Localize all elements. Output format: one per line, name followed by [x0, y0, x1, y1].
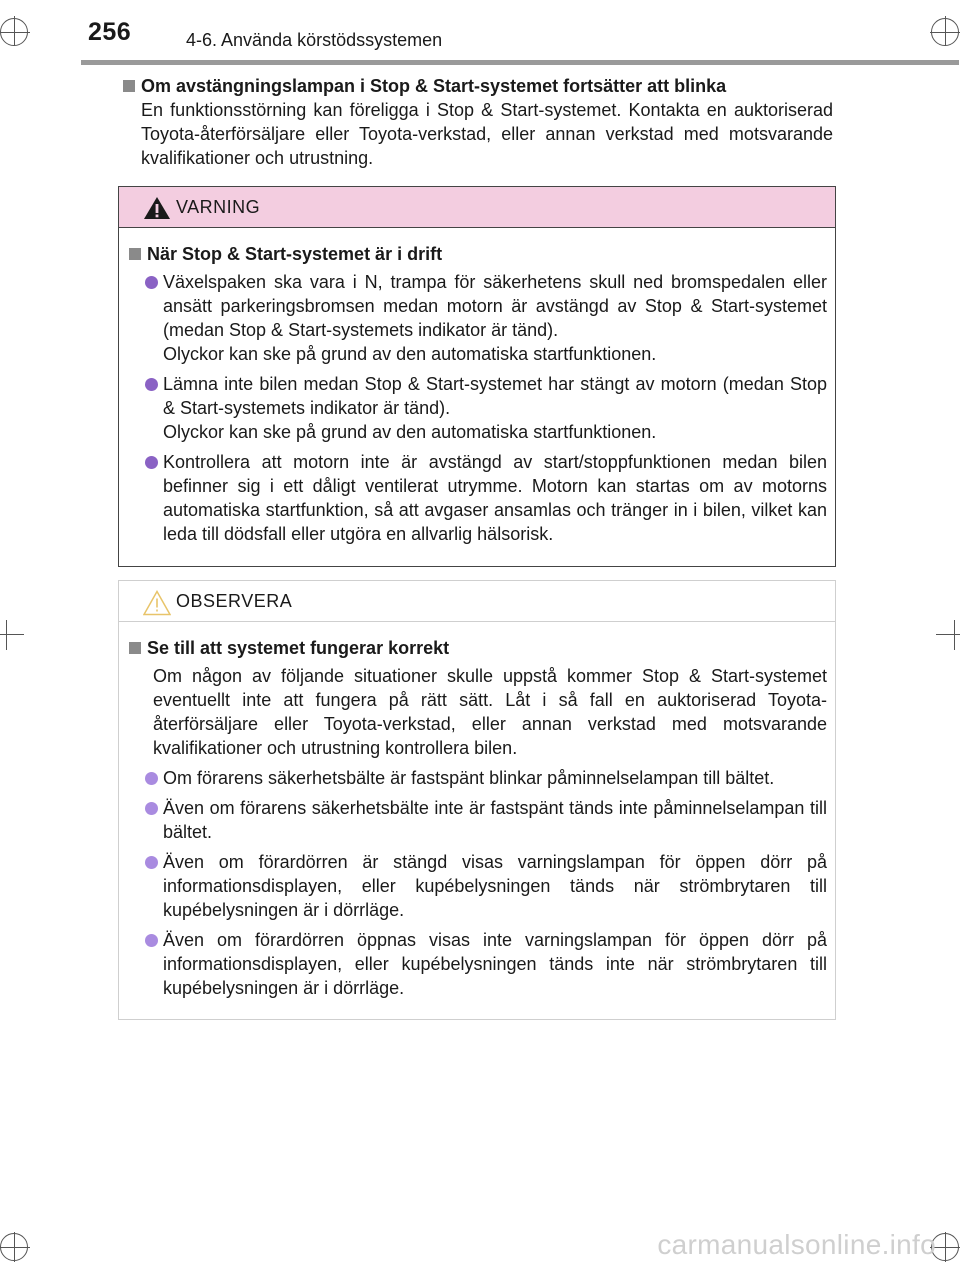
notice-header: [119, 581, 835, 622]
notice-item: [129, 928, 827, 1000]
intro-title-row: [123, 74, 833, 98]
notice-item-text: Även om förardörren öppnas visas inte varningslampan för öppen dörr på informationsdisplayen, eller kupébelysningen tänds inte när strömbrytaren till kupébelysningen är i dörrläge.: [163, 930, 827, 998]
warning-item-note: Olyckor kan ske på grund av den automatiska startfunktionen.: [163, 422, 657, 442]
warning-item-text: Lämna inte bilen medan Stop & Start-systemet har stängt av motorn (medan Stop & Start-systemets indikator är tänd).: [163, 374, 827, 418]
warning-triangle-icon: [143, 196, 171, 220]
notice-item-text: Även om förardörren är stängd visas varningslampan för öppen dörr på informationsdisplayen, eller kupébelysningen tänds när strömbrytaren till kupébelysningen är i dörrläge.: [163, 852, 827, 920]
notice-section-title-row: [129, 636, 827, 660]
notice-item-text: Även om förarens säkerhetsbälte inte är fastspänt tänds inte påminnelselampan till bältet.: [163, 798, 827, 842]
notice-body: [119, 622, 835, 1000]
intro-section: [123, 74, 833, 170]
warning-item-text: Växelspaken ska vara i N, trampa för säkerhetens skull ned bromspedalen eller ansätt parkeringsbromsen medan motorn är avstängd av Stop & Start-systemet (medan Stop & Start-systemets indikator är tänd).: [163, 272, 827, 340]
bullet-dot-icon: [145, 934, 158, 947]
warning-section-title-row: [129, 242, 827, 266]
warning-item: [129, 450, 827, 546]
bullet-dot-icon: [145, 856, 158, 869]
warning-item: [129, 372, 827, 444]
notice-item-text: Om förarens säkerhetsbälte är fastspänt blinkar påminnelselampan till bältet.: [163, 768, 775, 788]
square-bullet-icon: [123, 80, 135, 92]
notice-item: [129, 796, 827, 844]
bullet-dot-icon: [145, 378, 158, 391]
bullet-dot-icon: [145, 772, 158, 785]
warning-label: VARNING: [176, 197, 261, 217]
notice-item: [129, 766, 827, 790]
caution-triangle-icon: [143, 590, 171, 616]
notice-box: [118, 580, 836, 1020]
square-bullet-icon: [129, 642, 141, 654]
warning-section-title: När Stop & Start-systemet är i drift: [147, 244, 443, 264]
bullet-dot-icon: [145, 802, 158, 815]
bullet-dot-icon: [145, 276, 158, 289]
watermark: carmanualsonline.info: [657, 1229, 936, 1260]
bullet-dot-icon: [145, 456, 158, 469]
warning-box: [118, 186, 836, 567]
notice-label: OBSERVERA: [176, 591, 293, 611]
square-bullet-icon: [129, 248, 141, 260]
chapter-title: 4-6. Använda körstödssystemen: [186, 30, 443, 50]
page-number: 256: [88, 18, 132, 46]
warning-header: [119, 187, 835, 228]
warning-item-note: Olyckor kan ske på grund av den automatiska startfunktionen.: [163, 344, 657, 364]
warning-item: [129, 270, 827, 366]
warning-item-text: Kontrollera att motorn inte är avstängd av start/stoppfunktionen medan bilen befinner sig i ett dåligt ventilerat utrymme. Motorn kan startas om av motorns automatiska startfunktion, så att avgaser ansamlas och tränger in i bilen, vilket kan leda till dödsfall eller utgöra en allvarlig hälsorisk.: [163, 452, 827, 544]
intro-body: En funktionsstörning kan föreligga i Stop & Start-systemet. Kontakta en auktoriserad Toyota-återförsäljare eller Toyota-verkstad, eller annan verkstad med motsvarande kvalifikationer och utrustning.: [141, 100, 833, 168]
header-rule: [81, 60, 959, 65]
notice-item: [129, 850, 827, 922]
notice-intro: Om någon av följande situationer skulle uppstå kommer Stop & Start-systemet eventuellt inte att fungera på rätt sätt. Låt i så fall en auktoriserad Toyota-återförsäljare eller Toyota-verkstad, eller annan verkstad med motsvarande kvalifikationer och utrustning kontrollera bilen.: [153, 666, 827, 758]
notice-section-title: Se till att systemet fungerar korrekt: [147, 638, 450, 658]
intro-title: Om avstängningslampan i Stop & Start-systemet fortsätter att blinka: [141, 76, 727, 96]
warning-body: [119, 228, 835, 546]
